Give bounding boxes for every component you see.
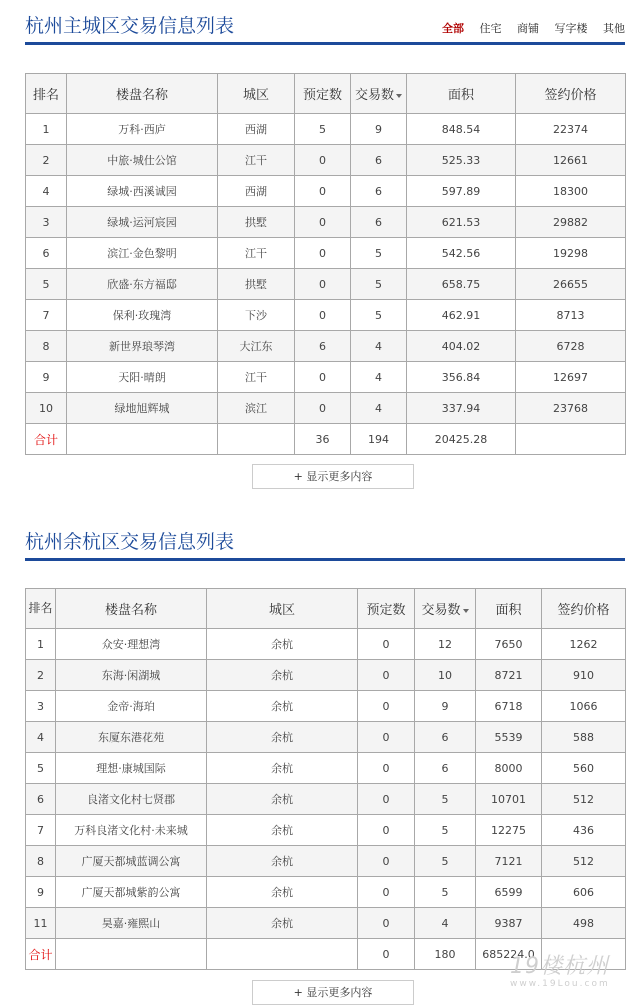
table-header-row — [26, 589, 626, 629]
watermark-logo: 19楼杭州 — [510, 954, 609, 979]
cell-price: 588 — [542, 722, 626, 753]
cell-price: 12697 — [516, 362, 626, 393]
col-price: 签约价格 — [516, 74, 626, 114]
cell-price: 436 — [542, 815, 626, 846]
cell-district: 江干 — [218, 238, 295, 269]
cell-area: 337.94 — [407, 393, 516, 424]
cell-price: 606 — [542, 877, 626, 908]
watermark-url: www.19Lou.com — [510, 979, 610, 989]
cell-rank: 8 — [26, 331, 67, 362]
cell-area: 7121 — [476, 846, 542, 877]
cell-deals: 4 — [351, 331, 407, 362]
cell-rank: 9 — [26, 362, 67, 393]
cell-project-name[interactable]: 良渚文化村七贤郡 — [56, 784, 207, 815]
cell-rank: 6 — [26, 784, 56, 815]
cell-price: 18300 — [516, 176, 626, 207]
cell-project-name[interactable]: 理想·康城国际 — [56, 753, 207, 784]
col-rank: 排名 — [26, 589, 56, 629]
cell-area: 7650 — [476, 629, 542, 660]
cell-district: 西湖 — [218, 176, 295, 207]
cell-district: 余杭 — [207, 629, 358, 660]
cell-district: 江干 — [218, 362, 295, 393]
cell-reserved: 0 — [358, 908, 415, 939]
cell-deals: 9 — [351, 114, 407, 145]
cell-rank: 5 — [26, 753, 56, 784]
cell-area: 356.84 — [407, 362, 516, 393]
show-more-button[interactable]: + 显示更多内容 — [252, 980, 414, 1005]
filter-other[interactable]: 其他 — [603, 22, 625, 35]
col-deals-label: 交易数 — [421, 603, 461, 618]
cell-deals: 4 — [351, 393, 407, 424]
sort-down-icon[interactable] — [463, 609, 469, 613]
cell-deals: 12 — [415, 629, 476, 660]
transactions-table — [25, 73, 626, 455]
cell-reserved: 0 — [295, 393, 351, 424]
table-row — [26, 393, 626, 424]
section-main-city — [25, 14, 625, 483]
cell-project-name[interactable]: 广厦天都城蓝调公寓 — [56, 846, 207, 877]
cell-deals: 5 — [351, 238, 407, 269]
cell-deals: 5 — [415, 846, 476, 877]
section-title: 杭州主城区交易信息列表 — [25, 15, 235, 37]
cell-deals: 5 — [351, 269, 407, 300]
cell-deals: 5 — [415, 815, 476, 846]
cell-district: 余杭 — [207, 753, 358, 784]
table-row — [26, 877, 626, 908]
cell-district: 拱墅 — [218, 269, 295, 300]
table-total-row — [26, 424, 626, 455]
cell-district: 大江东 — [218, 331, 295, 362]
cell-project-name[interactable]: 东厦东港花苑 — [56, 722, 207, 753]
filter-shops[interactable]: 商铺 — [517, 22, 539, 35]
table-body — [26, 114, 626, 455]
total-price — [516, 424, 626, 455]
cell-reserved: 0 — [358, 691, 415, 722]
col-deals-sortable[interactable] — [415, 589, 476, 629]
total-deals: 194 — [351, 424, 407, 455]
filter-office[interactable]: 写字楼 — [554, 22, 588, 35]
cell-deals: 6 — [351, 176, 407, 207]
table-row — [26, 238, 626, 269]
category-filter — [430, 22, 625, 36]
section-header — [25, 14, 625, 45]
cell-rank: 10 — [26, 393, 67, 424]
table-row — [26, 176, 626, 207]
total-label: 合计 — [26, 939, 56, 970]
cell-reserved: 6 — [295, 331, 351, 362]
cell-project-name[interactable]: 新世界琅琴湾 — [67, 331, 218, 362]
cell-area: 8000 — [476, 753, 542, 784]
col-project-name: 楼盘名称 — [67, 74, 218, 114]
cell-project-name[interactable]: 昊嘉·雍熙山 — [56, 908, 207, 939]
total-project-name — [67, 424, 218, 455]
cell-deals: 6 — [351, 145, 407, 176]
cell-deals: 6 — [415, 722, 476, 753]
col-rank: 排名 — [26, 74, 67, 114]
cell-reserved: 0 — [295, 362, 351, 393]
cell-reserved: 0 — [358, 660, 415, 691]
cell-area: 621.53 — [407, 207, 516, 238]
col-deals-sortable[interactable] — [351, 74, 407, 114]
cell-project-name[interactable]: 绿城·运河宸园 — [67, 207, 218, 238]
total-district — [207, 939, 358, 970]
cell-reserved: 0 — [358, 846, 415, 877]
cell-area: 658.75 — [407, 269, 516, 300]
cell-deals: 4 — [351, 362, 407, 393]
total-area: 20425.28 — [407, 424, 516, 455]
table-row — [26, 784, 626, 815]
cell-area: 848.54 — [407, 114, 516, 145]
transactions-table — [25, 588, 626, 970]
cell-project-name[interactable]: 绿地旭辉城 — [67, 393, 218, 424]
cell-rank: 1 — [26, 114, 67, 145]
cell-area: 12275 — [476, 815, 542, 846]
cell-area: 525.33 — [407, 145, 516, 176]
cell-project-name[interactable]: 绿城·西溪诚园 — [67, 176, 218, 207]
cell-deals: 5 — [415, 784, 476, 815]
table-row — [26, 691, 626, 722]
cell-reserved: 0 — [295, 300, 351, 331]
col-price: 签约价格 — [542, 589, 626, 629]
cell-rank: 4 — [26, 176, 67, 207]
site-watermark — [510, 955, 610, 989]
table-row — [26, 145, 626, 176]
table-row — [26, 908, 626, 939]
cell-price: 22374 — [516, 114, 626, 145]
total-project-name — [56, 939, 207, 970]
cell-project-name[interactable]: 天阳·晴朗 — [67, 362, 218, 393]
cell-price: 512 — [542, 846, 626, 877]
cell-rank: 8 — [26, 846, 56, 877]
cell-deals: 10 — [415, 660, 476, 691]
cell-district: 余杭 — [207, 908, 358, 939]
cell-price: 1066 — [542, 691, 626, 722]
col-reserved: 预定数 — [358, 589, 415, 629]
cell-reserved: 0 — [295, 176, 351, 207]
cell-reserved: 0 — [358, 784, 415, 815]
cell-deals: 5 — [415, 877, 476, 908]
total-deals: 180 — [415, 939, 476, 970]
cell-price: 8713 — [516, 300, 626, 331]
table-row — [26, 629, 626, 660]
cell-reserved: 0 — [295, 238, 351, 269]
cell-project-name[interactable]: 滨江·金色黎明 — [67, 238, 218, 269]
cell-reserved: 0 — [358, 722, 415, 753]
table-row — [26, 753, 626, 784]
section-title: 杭州余杭区交易信息列表 — [25, 531, 235, 553]
cell-project-name[interactable]: 保利·玫瑰湾 — [67, 300, 218, 331]
cell-area: 9387 — [476, 908, 542, 939]
col-area: 面积 — [407, 74, 516, 114]
cell-area: 404.02 — [407, 331, 516, 362]
cell-price: 910 — [542, 660, 626, 691]
cell-price: 498 — [542, 908, 626, 939]
cell-district: 余杭 — [207, 660, 358, 691]
sort-down-icon[interactable] — [396, 94, 402, 98]
col-deals-label: 交易数 — [354, 88, 394, 103]
filter-all[interactable]: 全部 — [442, 22, 464, 35]
table-row — [26, 114, 626, 145]
table-row — [26, 846, 626, 877]
cell-price: 19298 — [516, 238, 626, 269]
total-reserved: 36 — [295, 424, 351, 455]
cell-rank: 9 — [26, 877, 56, 908]
cell-district: 余杭 — [207, 846, 358, 877]
cell-district: 拱墅 — [218, 207, 295, 238]
col-district: 城区 — [218, 74, 295, 114]
cell-rank: 1 — [26, 629, 56, 660]
cell-price: 26655 — [516, 269, 626, 300]
cell-rank: 2 — [26, 145, 67, 176]
cell-deals: 4 — [415, 908, 476, 939]
cell-rank: 3 — [26, 207, 67, 238]
cell-rank: 2 — [26, 660, 56, 691]
cell-project-name[interactable]: 众安·理想湾 — [56, 629, 207, 660]
cell-district: 下沙 — [218, 300, 295, 331]
table-row — [26, 207, 626, 238]
col-area: 面积 — [476, 589, 542, 629]
cell-district: 江干 — [218, 145, 295, 176]
cell-reserved: 0 — [358, 629, 415, 660]
cell-price: 560 — [542, 753, 626, 784]
cell-rank: 5 — [26, 269, 67, 300]
cell-area: 6599 — [476, 877, 542, 908]
cell-rank: 3 — [26, 691, 56, 722]
cell-price: 29882 — [516, 207, 626, 238]
cell-area: 5539 — [476, 722, 542, 753]
cell-price: 12661 — [516, 145, 626, 176]
cell-area: 597.89 — [407, 176, 516, 207]
cell-reserved: 0 — [358, 815, 415, 846]
cell-area: 542.56 — [407, 238, 516, 269]
table-row — [26, 331, 626, 362]
cell-district: 余杭 — [207, 877, 358, 908]
cell-reserved: 0 — [295, 269, 351, 300]
cell-deals: 5 — [351, 300, 407, 331]
cell-district: 余杭 — [207, 691, 358, 722]
cell-reserved: 0 — [358, 877, 415, 908]
cell-deals: 6 — [415, 753, 476, 784]
table-body — [26, 629, 626, 970]
cell-price: 23768 — [516, 393, 626, 424]
cell-rank: 7 — [26, 815, 56, 846]
cell-rank: 11 — [26, 908, 56, 939]
cell-district: 西湖 — [218, 114, 295, 145]
cell-project-name[interactable]: 广厦天都城紫韵公寓 — [56, 877, 207, 908]
table-row — [26, 269, 626, 300]
cell-rank: 6 — [26, 238, 67, 269]
show-more-button[interactable]: + 显示更多内容 — [252, 464, 414, 489]
total-label: 合计 — [26, 424, 67, 455]
col-district: 城区 — [207, 589, 358, 629]
cell-project-name[interactable]: 万科良渚文化村·未来城 — [56, 815, 207, 846]
cell-area: 6718 — [476, 691, 542, 722]
table-row — [26, 722, 626, 753]
cell-district: 余杭 — [207, 815, 358, 846]
cell-area: 8721 — [476, 660, 542, 691]
col-project-name: 楼盘名称 — [56, 589, 207, 629]
cell-area: 462.91 — [407, 300, 516, 331]
cell-district: 余杭 — [207, 722, 358, 753]
cell-deals: 6 — [351, 207, 407, 238]
cell-reserved: 0 — [358, 753, 415, 784]
cell-district: 余杭 — [207, 784, 358, 815]
cell-reserved: 5 — [295, 114, 351, 145]
table-row — [26, 362, 626, 393]
cell-project-name[interactable]: 东海·闲湖城 — [56, 660, 207, 691]
cell-reserved: 0 — [295, 145, 351, 176]
table-header-row — [26, 74, 626, 114]
cell-project-name[interactable]: 金帝·海珀 — [56, 691, 207, 722]
cell-project-name[interactable]: 万科·西庐 — [67, 114, 218, 145]
cell-reserved: 0 — [295, 207, 351, 238]
cell-project-name[interactable]: 中旅·城仕公馆 — [67, 145, 218, 176]
cell-price: 512 — [542, 784, 626, 815]
cell-rank: 4 — [26, 722, 56, 753]
cell-deals: 9 — [415, 691, 476, 722]
cell-project-name[interactable]: 欣盛·东方福邸 — [67, 269, 218, 300]
table-row — [26, 815, 626, 846]
cell-rank: 7 — [26, 300, 67, 331]
total-district — [218, 424, 295, 455]
table-row — [26, 660, 626, 691]
total-reserved: 0 — [358, 939, 415, 970]
cell-price: 6728 — [516, 331, 626, 362]
col-reserved: 预定数 — [295, 74, 351, 114]
filter-residential[interactable]: 住宅 — [479, 22, 502, 35]
table-row — [26, 300, 626, 331]
cell-price: 1262 — [542, 629, 626, 660]
total-area: 685224.0 — [476, 939, 542, 970]
section-header — [25, 530, 625, 561]
cell-district: 滨江 — [218, 393, 295, 424]
cell-area: 10701 — [476, 784, 542, 815]
